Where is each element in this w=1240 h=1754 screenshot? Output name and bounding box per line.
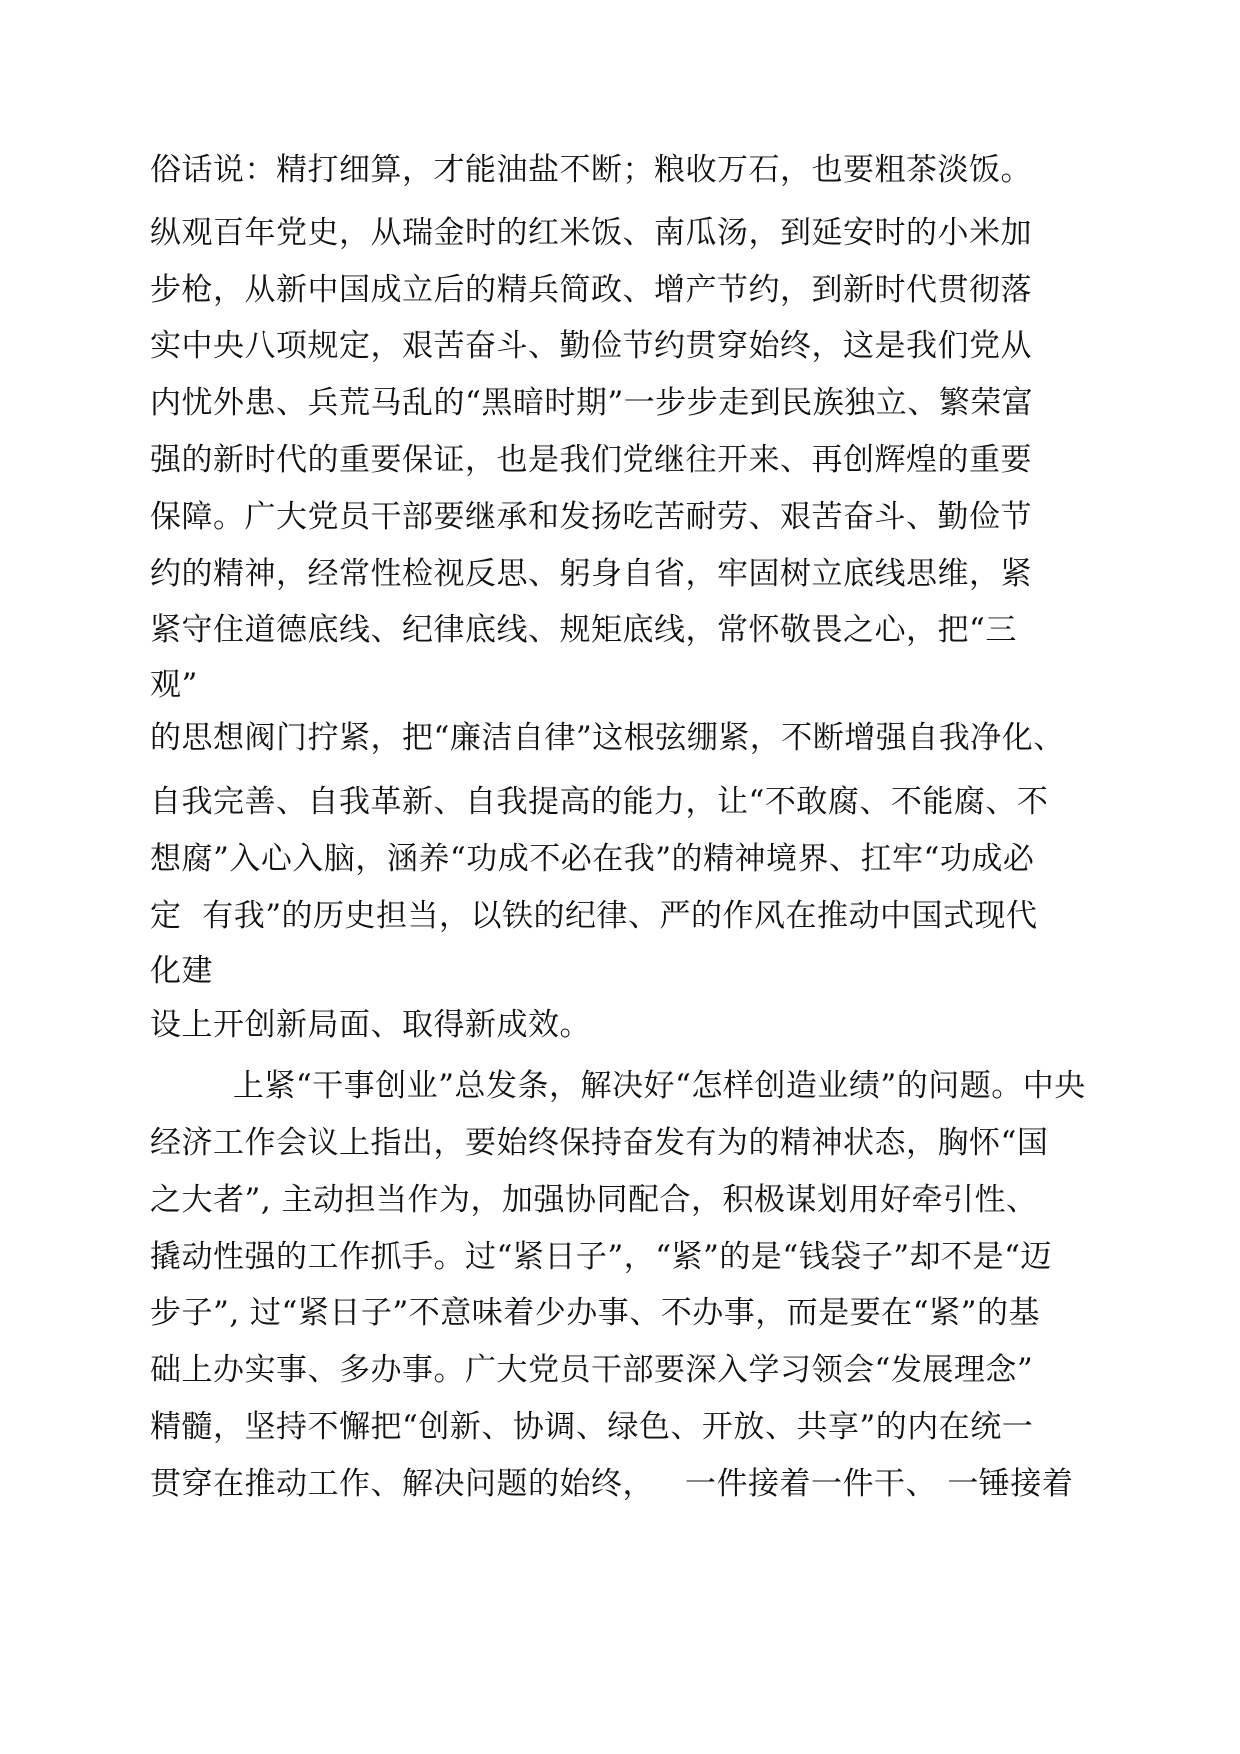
text-line: 想腐”入心入脑，涵养“功成不必在我”的精神境界、扛牢“功成必 [150, 841, 1035, 877]
text-line: 约的精神，经常性检视反思、躬身自省，牢固树立底线思维，紧 [150, 556, 1032, 592]
text-line: 之大者”, 主动担当作为，加强协同配合，积极谋划用好牵引性、 [150, 1182, 1038, 1218]
text-line: 实中央八项规定，艰苦奋斗、勤俭节约贯穿始终，这是我们党从 [150, 328, 1032, 364]
text-line: 强的新时代的重要保证，也是我们党继往开来、再创辉煌的重要 [150, 442, 1032, 478]
text-line: 定 有我”的历史担当，以铁的纪律、严的作风在推动中国式现代 [150, 898, 1038, 934]
text-line: 础上办实事、多办事。广大党员干部要深入学习领会“发展理念” [150, 1352, 1034, 1388]
text-line: 的思想阀门拧紧，把“廉洁自律”这根弦绷紧，不断增强自我净化、 [150, 720, 1065, 756]
text-line: 内忧外患、兵荒马乱的“黑暗时期”一步步走到民族独立、繁荣富 [150, 385, 1034, 421]
text-line: 保障。广大党员干部要继承和发扬吃苦耐劳、艰苦奋斗、勤俭节 [150, 499, 1032, 535]
text-line: 精髓，坚持不懈把“创新、协调、绿色、开放、共享”的内在统一 [150, 1409, 1034, 1445]
text-line: 贯穿在推动工作、解决问题的始终， 一件接着一件干、 一锤接着 [150, 1466, 1074, 1502]
text-line: 设上开创新局面、取得新成效。 [150, 1007, 591, 1043]
text-line: 撬动性强的工作抓手。过“紧日子”，“紧”的是“钱袋子”却不是“迈 [150, 1239, 1052, 1275]
text-line: 步枪，从新中国成立后的精兵简政、增产节约，到新时代贯彻落 [150, 272, 1032, 308]
text-line: 纵观百年党史，从瑞金时的红米饭、南瓜汤，到延安时的小米加 [150, 215, 1032, 251]
text-line: 步子”, 过“紧日子”不意味着少办事、不办事，而是要在“紧”的基 [150, 1295, 1040, 1331]
text-line: 紧守住道德底线、纪律底线、规矩底线，常怀敬畏之心，把“三 [150, 612, 1017, 648]
text-line: 化建 [150, 953, 213, 989]
text-line: 观” [150, 667, 198, 703]
text-line: 俗话说：精打细算，才能油盐不断；粮收万石，也要粗茶淡饭。 [150, 152, 1032, 188]
text-line: 经济工作会议上指出，要始终保持奋发有为的精神状态，胸怀“国 [150, 1125, 1049, 1161]
text-line: 自我完善、自我革新、自我提高的能力，让“不敢腐、不能腐、不 [150, 784, 1049, 820]
text-line: 上紧“干事创业”总发条，解决好“怎样创造业绩”的问题。中央 [150, 1068, 1086, 1104]
